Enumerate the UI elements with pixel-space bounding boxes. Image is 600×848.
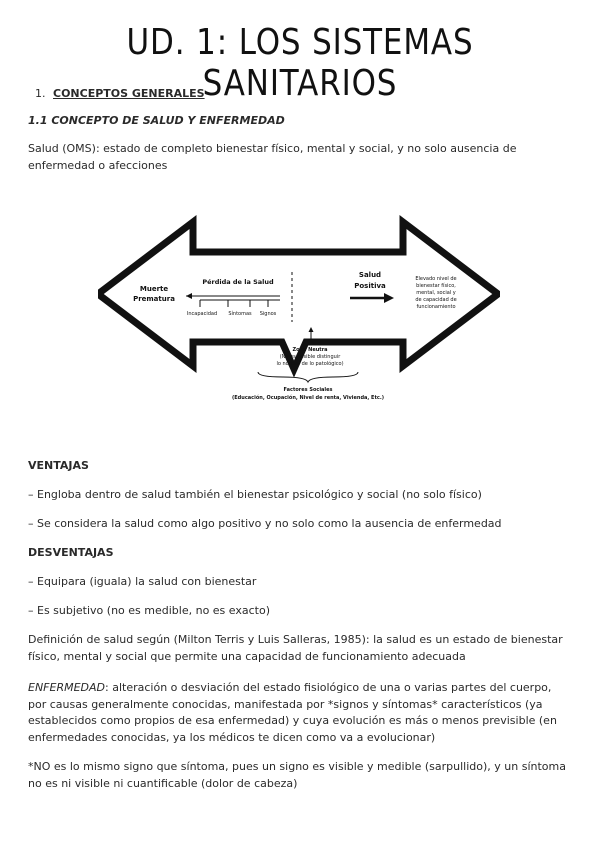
curly-brace	[258, 372, 358, 382]
loss-label: Pérdida de la Salud	[202, 278, 274, 286]
ventajas-item: – Se considera la salud como algo positivo y no solo como la ausencia de enfermedad	[28, 517, 502, 530]
desventajas-heading: DESVENTAJAS	[28, 546, 114, 559]
factors-detail: (Educación, Ocupación, Nivel de renta, Vivienda, Etc.)	[231, 395, 385, 401]
desventajas-item: – Equipara (iguala) la salud con bienestar	[28, 575, 257, 588]
neutral-text-line: lo normal de lo patológico)	[276, 361, 344, 367]
desventajas-item: – Es subjetivo (no es medible, no es exacto)	[28, 604, 270, 617]
positive-label-line1: Salud	[358, 271, 382, 279]
subsection-heading: 1.1 CONCEPTO DE SALUD Y ENFERMEDAD	[28, 114, 285, 127]
positive-label-line2: Positiva	[354, 282, 386, 290]
right-text-line: mental, social y	[416, 290, 456, 296]
factors-title: Factores Sociales	[283, 387, 333, 393]
neutral-text-line: Zona Neutra	[292, 347, 328, 353]
neutral-text-line: (No es posible distinguir	[279, 354, 341, 360]
tick-label-signos: Signos	[259, 311, 277, 317]
terris-definition: Definición de salud según (Milton Terris y Luis Salleras, 1985): la salud es un estado de bienestar físico, mental y social que permite una capacidad de funcionamiento adecuada	[28, 633, 563, 663]
document-title: UD. 1: LOS SISTEMAS SANITARIOS	[126, 22, 474, 104]
left-label-line1: Muerte	[139, 285, 169, 293]
signo-sintoma-note: *NO es lo mismo signo que síntoma, pues un signo es visible y medible (sarpullido), y un síntoma no es ni visible ni cuantificable (dolor de cabeza)	[28, 760, 566, 790]
ventajas-item: – Engloba dentro de salud también el bienestar psicológico y social (no solo físico)	[28, 488, 482, 501]
health-continuum-diagram	[98, 214, 500, 409]
enfermedad-term: ENFERMEDAD	[28, 681, 106, 694]
enfermedad-text: : alteración o desviación del estado fisiológico de una o varias partes del cuerpo, por causas generalmente conocidas, manifestada por *signos y síntomas* característicos (ya establecidos como propios de esa enfermedad) y cuya evolución es más o menos previsible (en enfermedades conocidas, ya los médicos te dicen como va a evolucionar)	[28, 681, 557, 744]
right-text-line: funcionamiento	[416, 304, 456, 310]
section-number: 1.	[35, 87, 46, 100]
section-label: CONCEPTOS GENERALES	[53, 87, 205, 100]
enfermedad-paragraph	[28, 680, 573, 746]
section-heading	[35, 86, 580, 103]
oms-definition: Salud (OMS): estado de completo bienestar físico, mental y social, y no solo ausencia de enfermedad o afecciones	[28, 142, 517, 172]
left-label-line2: Prematura	[133, 295, 175, 303]
tick-label-incapacidad: Incapacidad	[186, 311, 218, 317]
tick-label-sintomas: Síntomas	[228, 311, 252, 317]
right-text-line: Elevado nivel de	[415, 276, 457, 282]
ventajas-heading: VENTAJAS	[28, 459, 89, 472]
right-text-line: bienestar físico,	[416, 283, 456, 289]
right-text-line: de capacidad de	[415, 297, 457, 303]
